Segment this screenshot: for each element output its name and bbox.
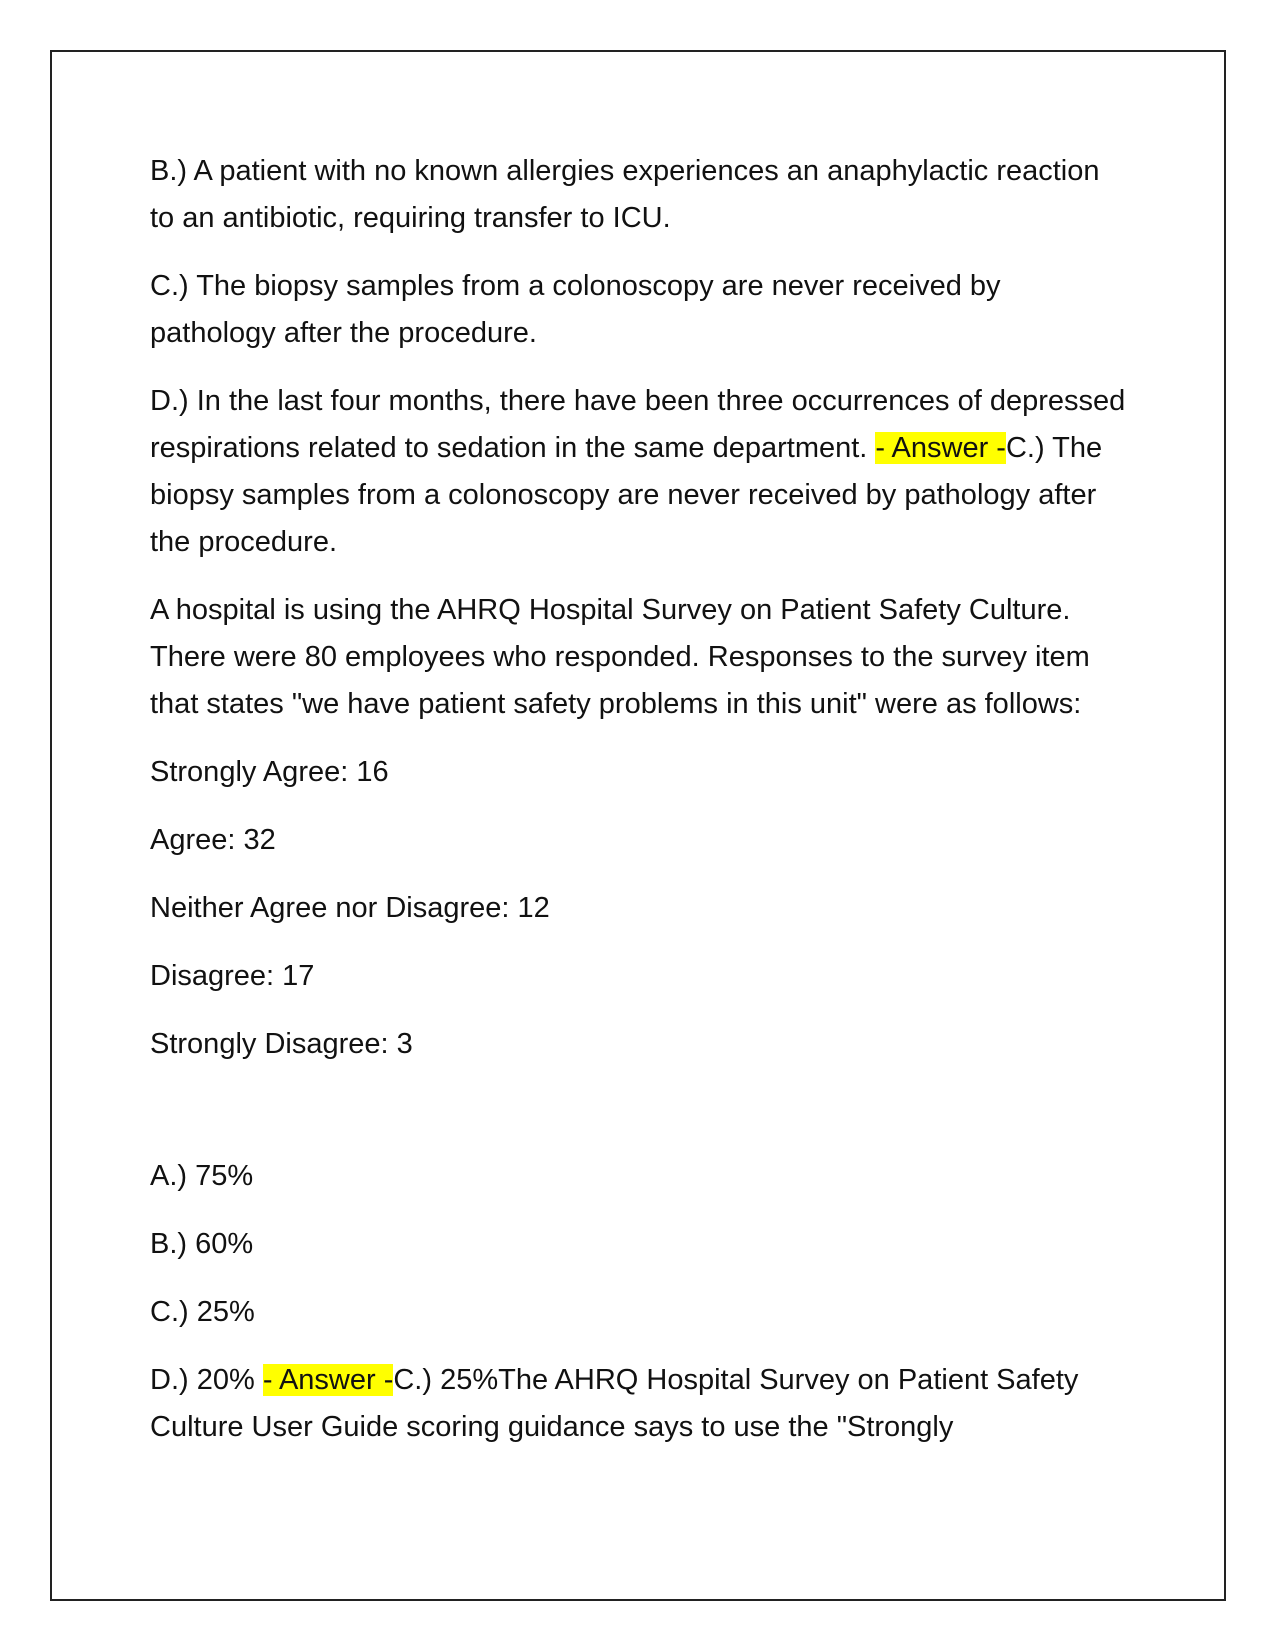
response-agree: Agree: 32 xyxy=(150,824,276,856)
q2-option-d-with-answer xyxy=(150,1357,1130,1451)
q2-option-c: C.) 25% xyxy=(150,1296,255,1328)
q1-answer-text: C.) The biopsy samples from a colonoscopy are never received by pathology after the procedure. xyxy=(150,432,1103,558)
response-disagree: Disagree: 17 xyxy=(150,960,315,992)
response-strongly-agree: Strongly Agree: 16 xyxy=(150,756,389,788)
q2-answer-text: C.) 25%The AHRQ Hospital Survey on Patient Safety Culture User Guide scoring guidance says to use the "Strongly xyxy=(150,1364,1079,1443)
q1-option-d-with-answer xyxy=(150,378,1130,566)
response-neither: Neither Agree nor Disagree: 12 xyxy=(150,892,550,924)
document-body xyxy=(150,148,1130,1451)
q2-option-d: D.) 20% xyxy=(150,1364,263,1396)
q1-option-c: C.) The biopsy samples from a colonoscopy are never received by pathology after the procedure. xyxy=(150,270,1001,349)
q2-stem: A hospital is using the AHRQ Hospital Survey on Patient Safety Culture. There were 80 employees who responded. Responses to the survey item that states "we have patient safety problems in this unit" were as follows: xyxy=(150,594,1090,720)
q1-option-d: D.) In the last four months, there have been three occurrences of depressed respirations related to sedation in the same department. xyxy=(150,385,1126,464)
q1-option-b: B.) A patient with no known allergies experiences an anaphylactic reaction to an antibiotic, requiring transfer to ICU. xyxy=(150,155,1100,234)
response-strongly-disagree: Strongly Disagree: 3 xyxy=(150,1028,413,1060)
q2-option-b: B.) 60% xyxy=(150,1228,254,1260)
q2-answer-marker: - Answer - xyxy=(262,1364,394,1396)
q2-option-a: A.) 75% xyxy=(150,1160,254,1192)
q1-answer-marker: - Answer - xyxy=(875,432,1006,464)
